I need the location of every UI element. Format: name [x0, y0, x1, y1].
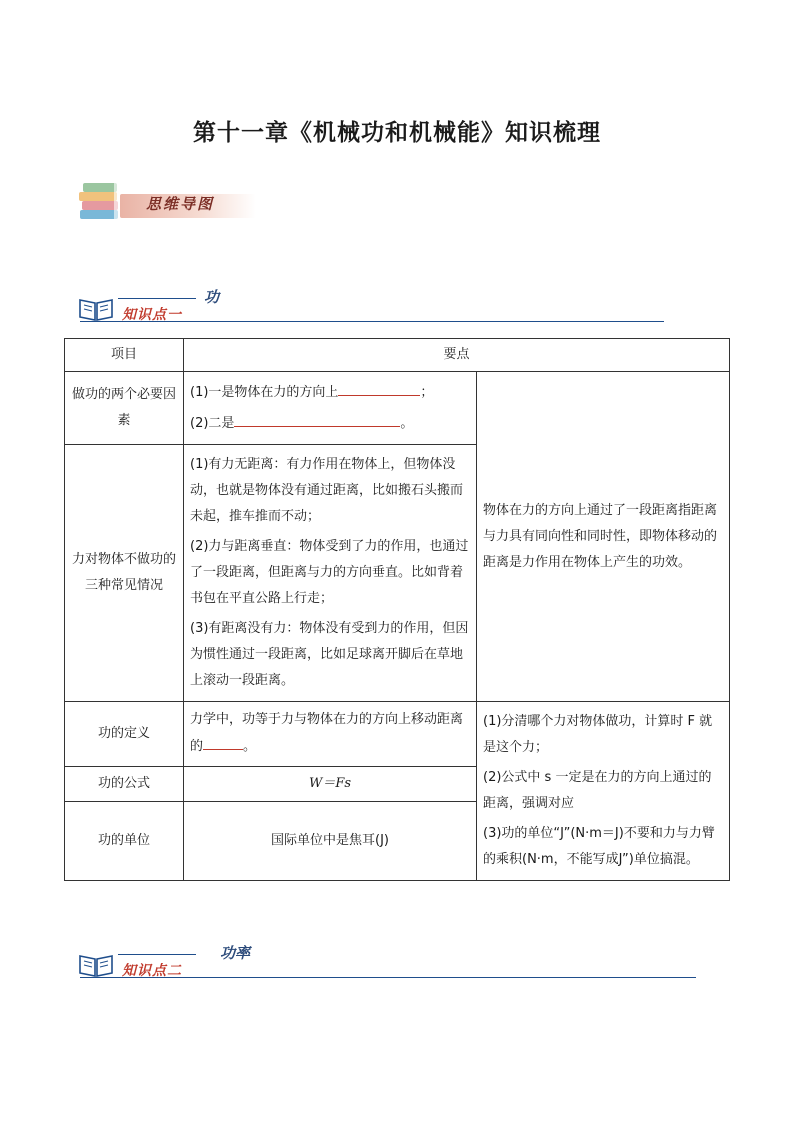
table-header-row — [65, 339, 730, 372]
mind-map-label: 思维导图 — [146, 195, 215, 213]
knowledge-point-header-1 — [78, 288, 698, 328]
side-note-2 — [477, 702, 730, 881]
side-note-2-item-2: (2)公式中 s 一定是在力的方向上通过的距离，强调对应 — [483, 770, 712, 811]
condition-line-1: (1)一是物体在力的方向上 ； — [190, 379, 470, 406]
header-item: 项目 — [65, 339, 184, 372]
no-work-case-1: (1)有力无距离：有力作用在物体上，但物体没动，也就是物体没有通过距离，比如搬石头搬而未起，推车推而不动； — [190, 457, 464, 524]
fill-blank[interactable] — [234, 410, 400, 427]
book-icon — [78, 950, 114, 978]
kp-underline — [80, 321, 664, 322]
row-label-conditions: 做功的两个必要因素 — [65, 372, 184, 445]
page-title: 第十一章《机械功和机械能》知识梳理 — [193, 120, 601, 146]
row-label-unit: 功的单位 — [65, 802, 184, 881]
knowledge-point-header-2 — [78, 944, 698, 984]
side-note-2-item-3: (3)功的单位“J”(N·m＝J)不要和力与力臂的乘积(N·m，不能写成J”)单位搞混。 — [483, 826, 715, 867]
header-points: 要点 — [184, 339, 730, 372]
row-label-definition: 功的定义 — [65, 702, 184, 767]
knowledge-table — [64, 338, 730, 881]
row-label-no-work: 力对物体不做功的三种常见情况 — [65, 445, 184, 702]
unit-cell: 国际单位中是焦耳(J) — [184, 802, 477, 881]
kp-topic: 功 — [204, 288, 220, 306]
side-note-1: 物体在力的方向上通过了一段距离指距离与力具有同向性和同时性，即物体移动的距离是力作用在物体上产生的功效。 — [477, 372, 730, 702]
kp-label: 知识点二 — [122, 963, 182, 979]
kp-label: 知识点一 — [122, 307, 182, 323]
table-row — [65, 702, 730, 767]
condition-line-2: (2)二是 。 — [190, 410, 470, 437]
kp-topic: 功率 — [220, 944, 251, 962]
formula-cell: W＝Fs — [184, 766, 477, 801]
kp-top-line — [118, 298, 196, 299]
book-icon — [78, 294, 114, 322]
fill-blank[interactable] — [338, 379, 420, 396]
fill-blank[interactable] — [203, 733, 243, 750]
table-row — [65, 372, 730, 445]
no-work-case-2: (2)力与距离垂直：物体受到了力的作用，也通过了一段距离，但距离与力的方向垂直。比如背着书包在平直公路上行走； — [190, 539, 469, 606]
conditions-cell — [184, 372, 477, 445]
definition-cell: 力学中，功等于力与物体在力的方向上移动距离的 。 — [184, 702, 477, 767]
side-note-2-item-1: (1)分清哪个力对物体做功，计算时 F 就是这个力； — [483, 714, 713, 755]
no-work-cell — [184, 445, 477, 702]
row-label-formula: 功的公式 — [65, 766, 184, 801]
kp-underline — [80, 977, 696, 978]
kp-top-line — [118, 954, 196, 955]
no-work-case-3: (3)有距离没有力：物体没有受到力的作用，但因为惯性通过一段距离，比如足球离开脚后在草地上滚动一段距离。 — [190, 621, 469, 688]
mind-map-banner — [76, 180, 256, 226]
books-icon — [76, 180, 126, 224]
